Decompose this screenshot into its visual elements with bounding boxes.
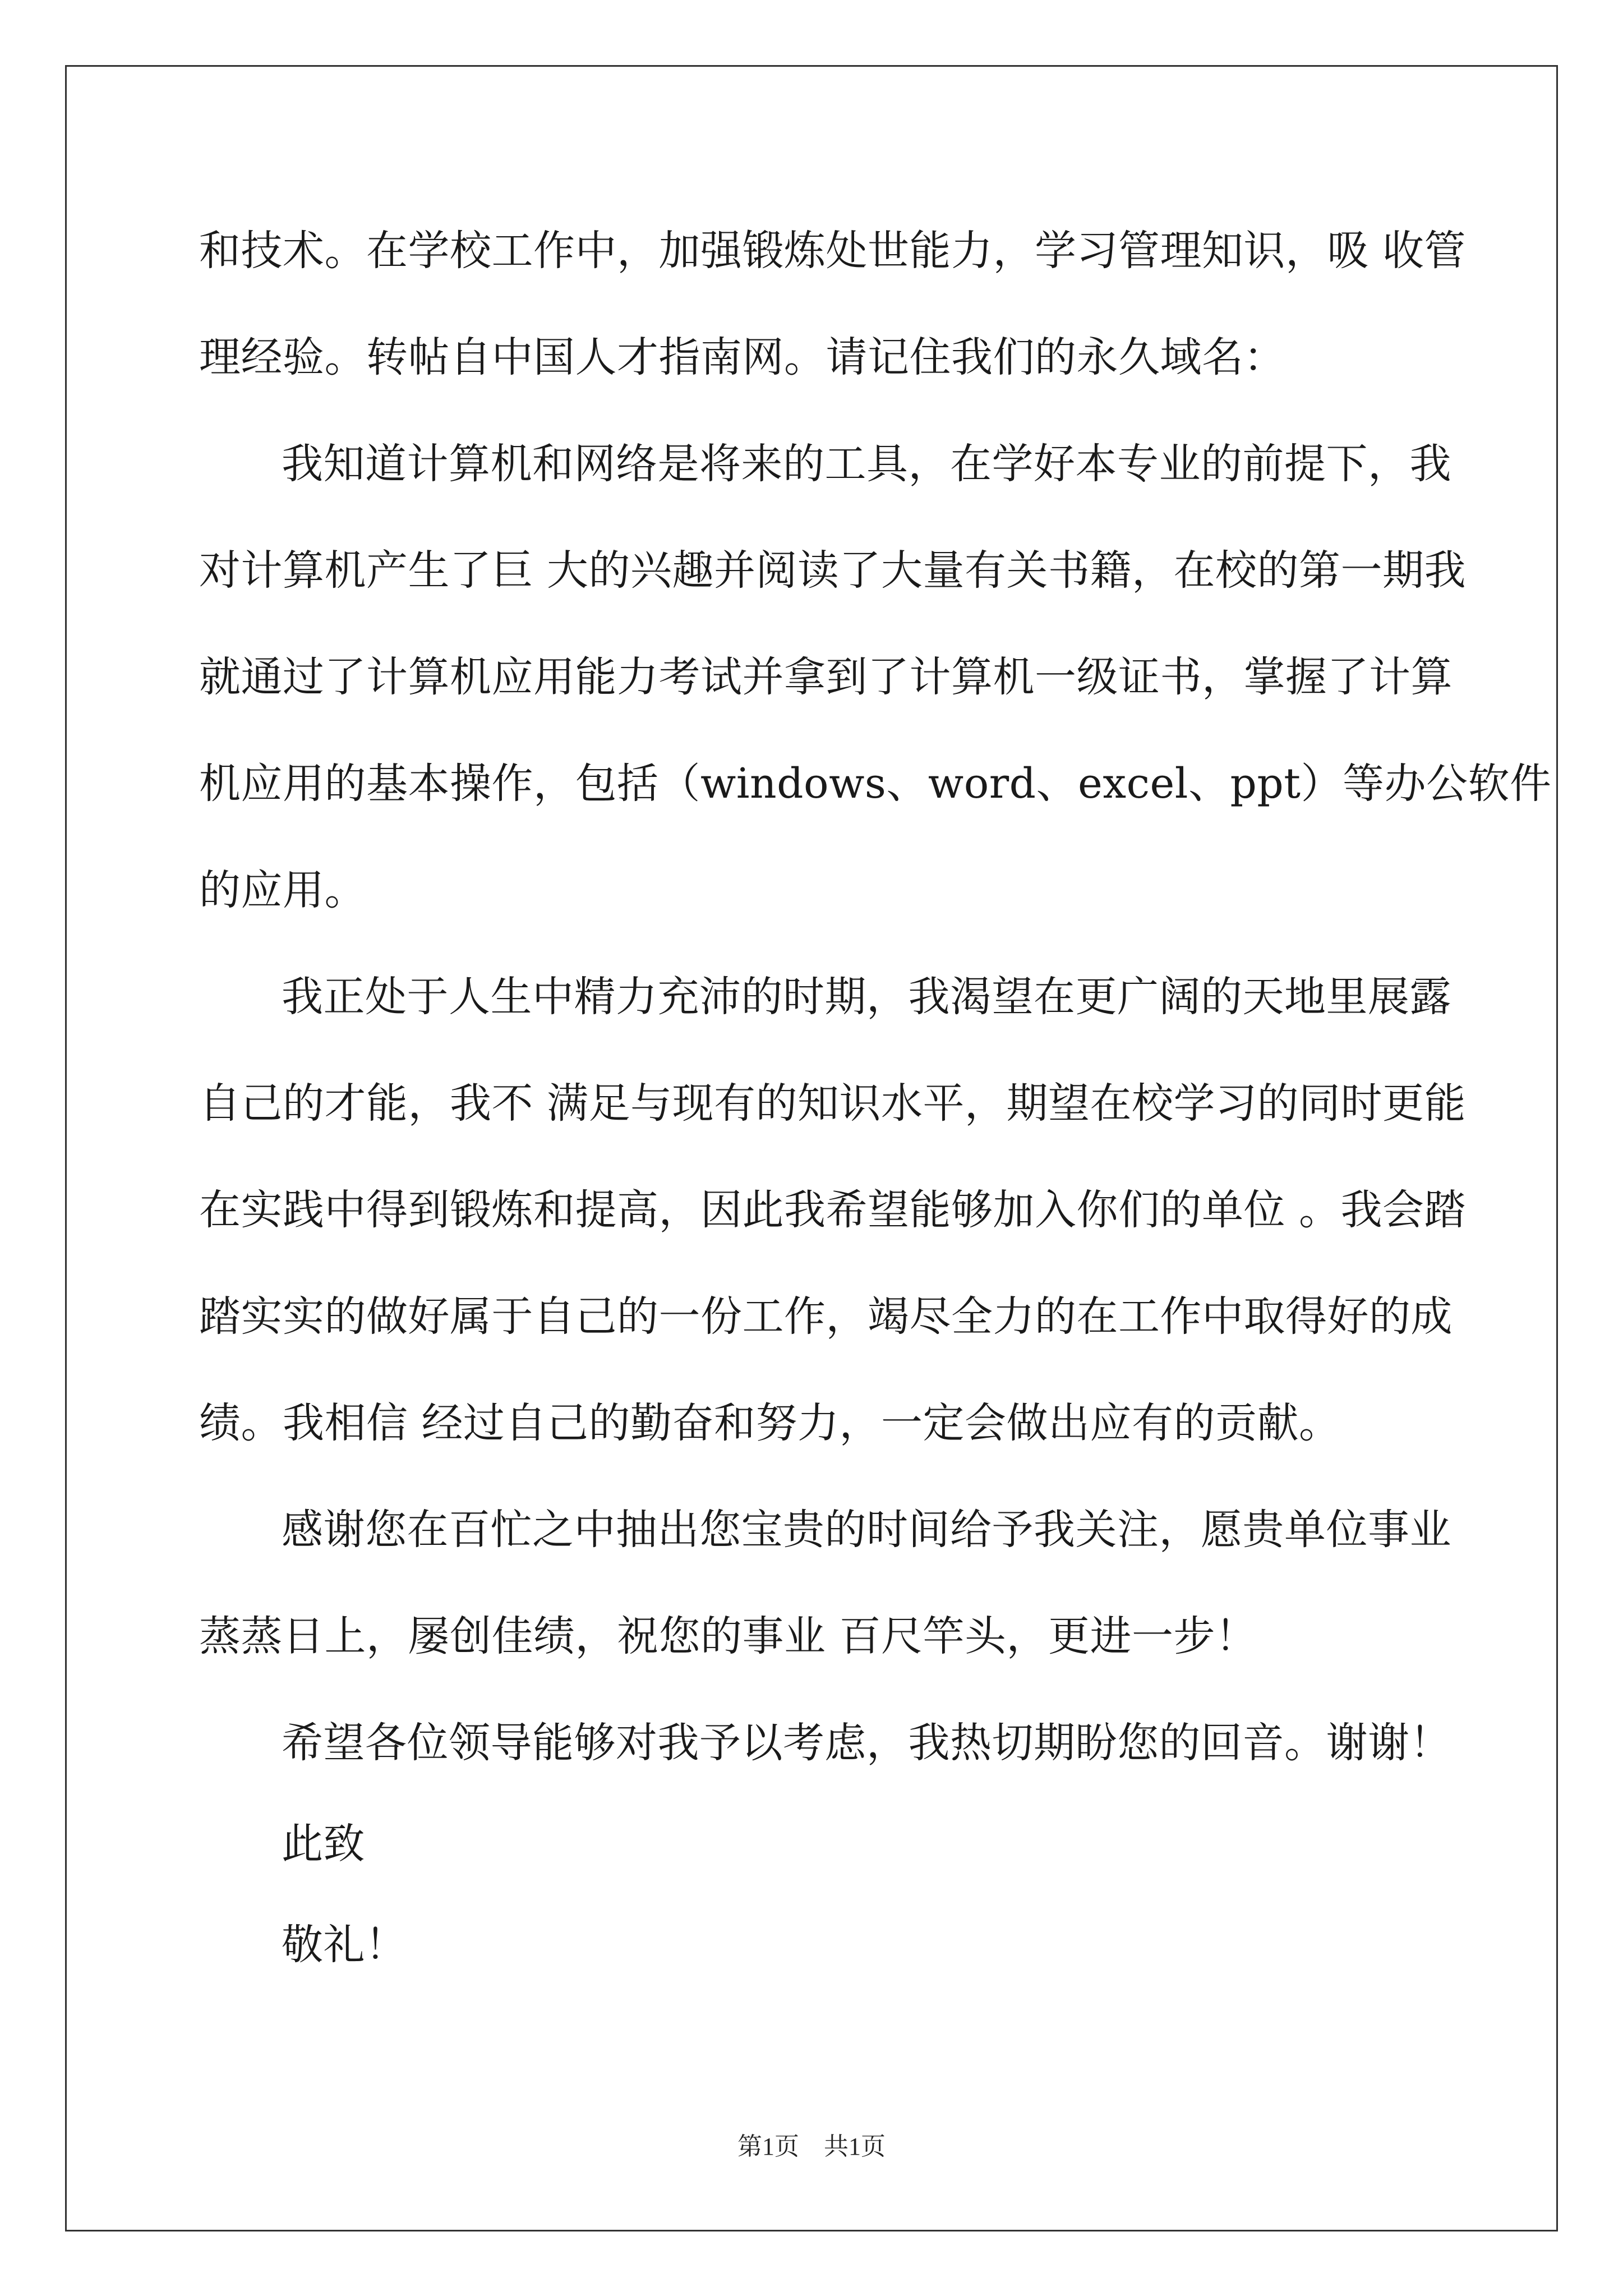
text-line: 理经验。转帖自中国人才指南网。请记住我们的永久域名： bbox=[199, 333, 1285, 381]
text-line: 对计算机产生了巨 大的兴趣并阅读了大量有关书籍，在校的第一期我 bbox=[199, 546, 1467, 595]
text-line: 绩。我相信 经过自己的勤奋和努力，一定会做出应有的贡献。 bbox=[199, 1399, 1341, 1447]
text-line: 的应用。 bbox=[199, 866, 366, 914]
page-border bbox=[65, 65, 1558, 2231]
closing-regards: 敬礼！ bbox=[282, 1921, 407, 1969]
text-line: 我正处于人生中精力充沛的时期，我渴望在更广阔的天地里展露 bbox=[282, 973, 1451, 1021]
text-line: 蒸蒸日上，屡创佳绩，祝您的事业 百尺竿头，更进一步！ bbox=[199, 1612, 1257, 1660]
text-line: 踏实实的做好属于自己的一份工作，竭尽全力的在工作中取得好的成 bbox=[199, 1292, 1453, 1341]
text-line: 就通过了计算机应用能力考试并拿到了计算机一级证书，掌握了计算 bbox=[199, 653, 1453, 701]
text-line: 感谢您在百忙之中抽出您宝贵的时间给予我关注，愿贵单位事业 bbox=[282, 1506, 1451, 1554]
text-line: 自己的才能，我不 满足与现有的知识水平，期望在校学习的同时更能 bbox=[199, 1079, 1467, 1128]
text-line: 在实践中得到锻炼和提高，因此我希望能够加入你们的单位 。我会踏 bbox=[199, 1186, 1467, 1234]
text-line: 和技术。在学校工作中，加强锻炼处世能力，学习管理知识，吸 收管 bbox=[199, 227, 1467, 275]
closing-salutation: 此致 bbox=[282, 1820, 365, 1868]
text-line: 我知道计算机和网络是将来的工具，在学好本专业的前提下，我 bbox=[282, 440, 1451, 488]
page-indicator: 第1页 共1页 bbox=[737, 2133, 886, 2160]
text-line: 机应用的基本操作，包括（windows、word、excel、ppt）等办公软件 bbox=[199, 760, 1552, 808]
text-line: 希望各位领导能够对我予以考虑，我热切期盼您的回音。谢谢！ bbox=[282, 1719, 1451, 1767]
